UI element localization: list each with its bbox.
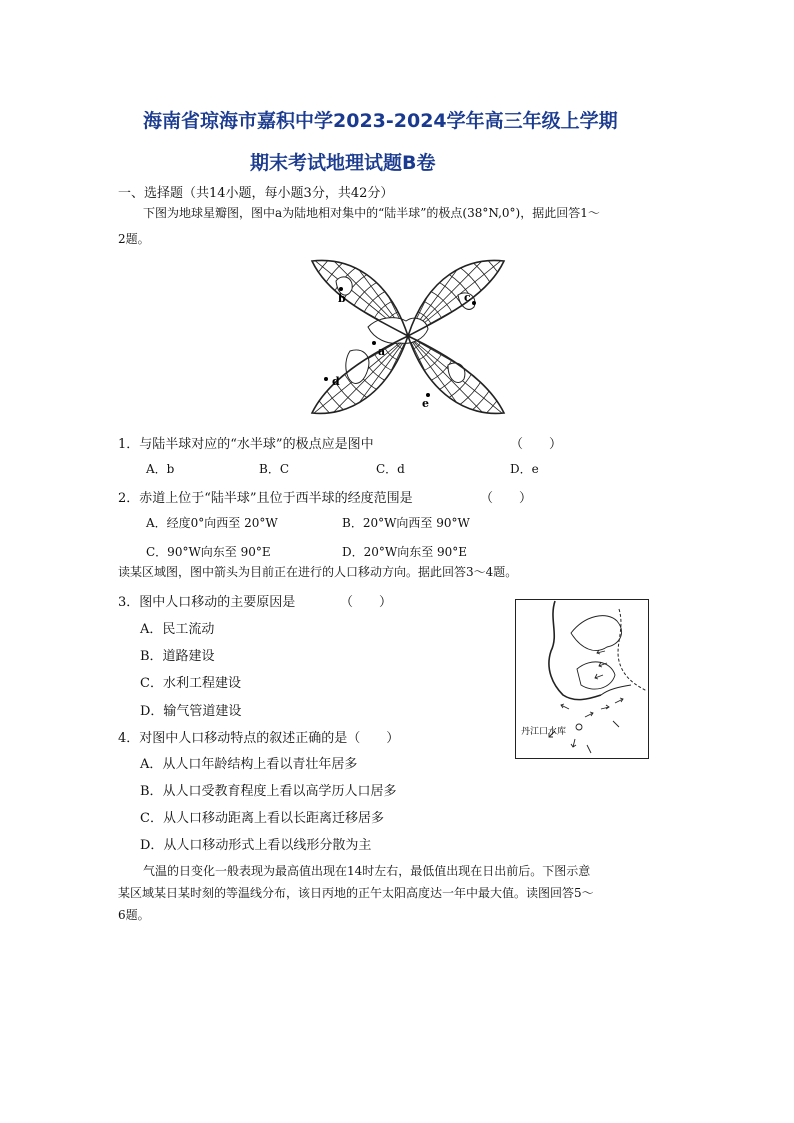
map-point-a <box>372 341 376 345</box>
q2-blank: （ ） <box>480 491 533 506</box>
q4-option-b[interactable]: B．从人口受教育程度上看以高学历人口居多 <box>140 784 397 799</box>
region-map <box>515 599 649 759</box>
map-label-e: e <box>422 397 429 410</box>
q4-option-c[interactable]: C．从人口移动距离上看以长距离迁移居多 <box>140 811 384 826</box>
q2-option-c[interactable]: C．90°W向东至 90°E <box>146 545 271 559</box>
intro-3-line2: 某区域某日某时刻的等温线分布，该日丙地的正午太阳高度达一年中最大值。读图回答5～ <box>118 886 594 900</box>
map-label-d: d <box>332 375 340 388</box>
map-point-d <box>324 377 328 381</box>
intro-2: 读某区域图，图中箭头为目前正在进行的人口移动方向。据此回答3～4题。 <box>118 565 518 579</box>
page-title-line1: 海南省琼海市嘉积中学2023-2024学年高三年级上学期 <box>143 110 618 132</box>
q1-option-b[interactable]: B．C <box>259 462 290 476</box>
q4-option-d[interactable]: D．从人口移动形式上看以线形分散为主 <box>140 838 372 853</box>
intro-3-line3: 6题。 <box>118 908 150 922</box>
region-map-label: 丹江口水库 <box>521 727 567 737</box>
q1-stem: 1．与陆半球对应的“水半球”的极点应是图中 <box>118 437 374 452</box>
q3-option-c[interactable]: C．水利工程建设 <box>140 676 241 691</box>
q2-option-b[interactable]: B．20°W向西至 90°W <box>342 516 470 530</box>
q3-blank: （ ） <box>340 595 393 610</box>
q3-stem: 3．图中人口移动的主要原因是 <box>118 595 296 610</box>
q1-option-a[interactable]: A．b <box>146 462 175 476</box>
map-point-b <box>339 287 343 291</box>
q3-option-d[interactable]: D．输气管道建设 <box>140 704 242 719</box>
map-point-c <box>472 301 476 305</box>
section-heading: 一、选择题（共14小题，每小题3分，共42分） <box>118 186 394 201</box>
q3-option-b[interactable]: B．道路建设 <box>140 649 215 664</box>
intro-1-line1: 下图为地球星瓣图，图中a为陆地相对集中的“陆半球”的极点(38°N,0°)，据此回答1～ <box>143 206 600 220</box>
q1-option-c[interactable]: C．d <box>376 462 405 476</box>
star-petal-map <box>308 255 508 418</box>
q1-blank: （ ） <box>510 437 563 452</box>
q4-stem: 4．对图中人口移动特点的叙述正确的是（ ） <box>118 731 400 746</box>
q2-option-d[interactable]: D．20°W向东至 90°E <box>342 545 468 559</box>
map-label-a: a <box>378 345 386 358</box>
q3-option-a[interactable]: A．民工流动 <box>140 622 215 637</box>
q2-option-a[interactable]: A．经度0°向西至 20°W <box>146 516 278 530</box>
q1-option-d[interactable]: D．e <box>510 462 539 476</box>
map-label-b: b <box>338 292 346 305</box>
intro-1-line2: 2题。 <box>118 232 150 246</box>
q4-option-a[interactable]: A．从人口年龄结构上看以青壮年居多 <box>140 757 358 772</box>
q2-stem: 2．赤道上位于“陆半球”且位于西半球的经度范围是 <box>118 491 413 506</box>
intro-3-line1: 气温的日变化一般表现为最高值出现在14时左右，最低值出现在日出前后。下图示意 <box>143 864 591 878</box>
map-label-c: c <box>464 291 471 304</box>
page-title-line2: 期末考试地理试题B卷 <box>250 152 436 174</box>
